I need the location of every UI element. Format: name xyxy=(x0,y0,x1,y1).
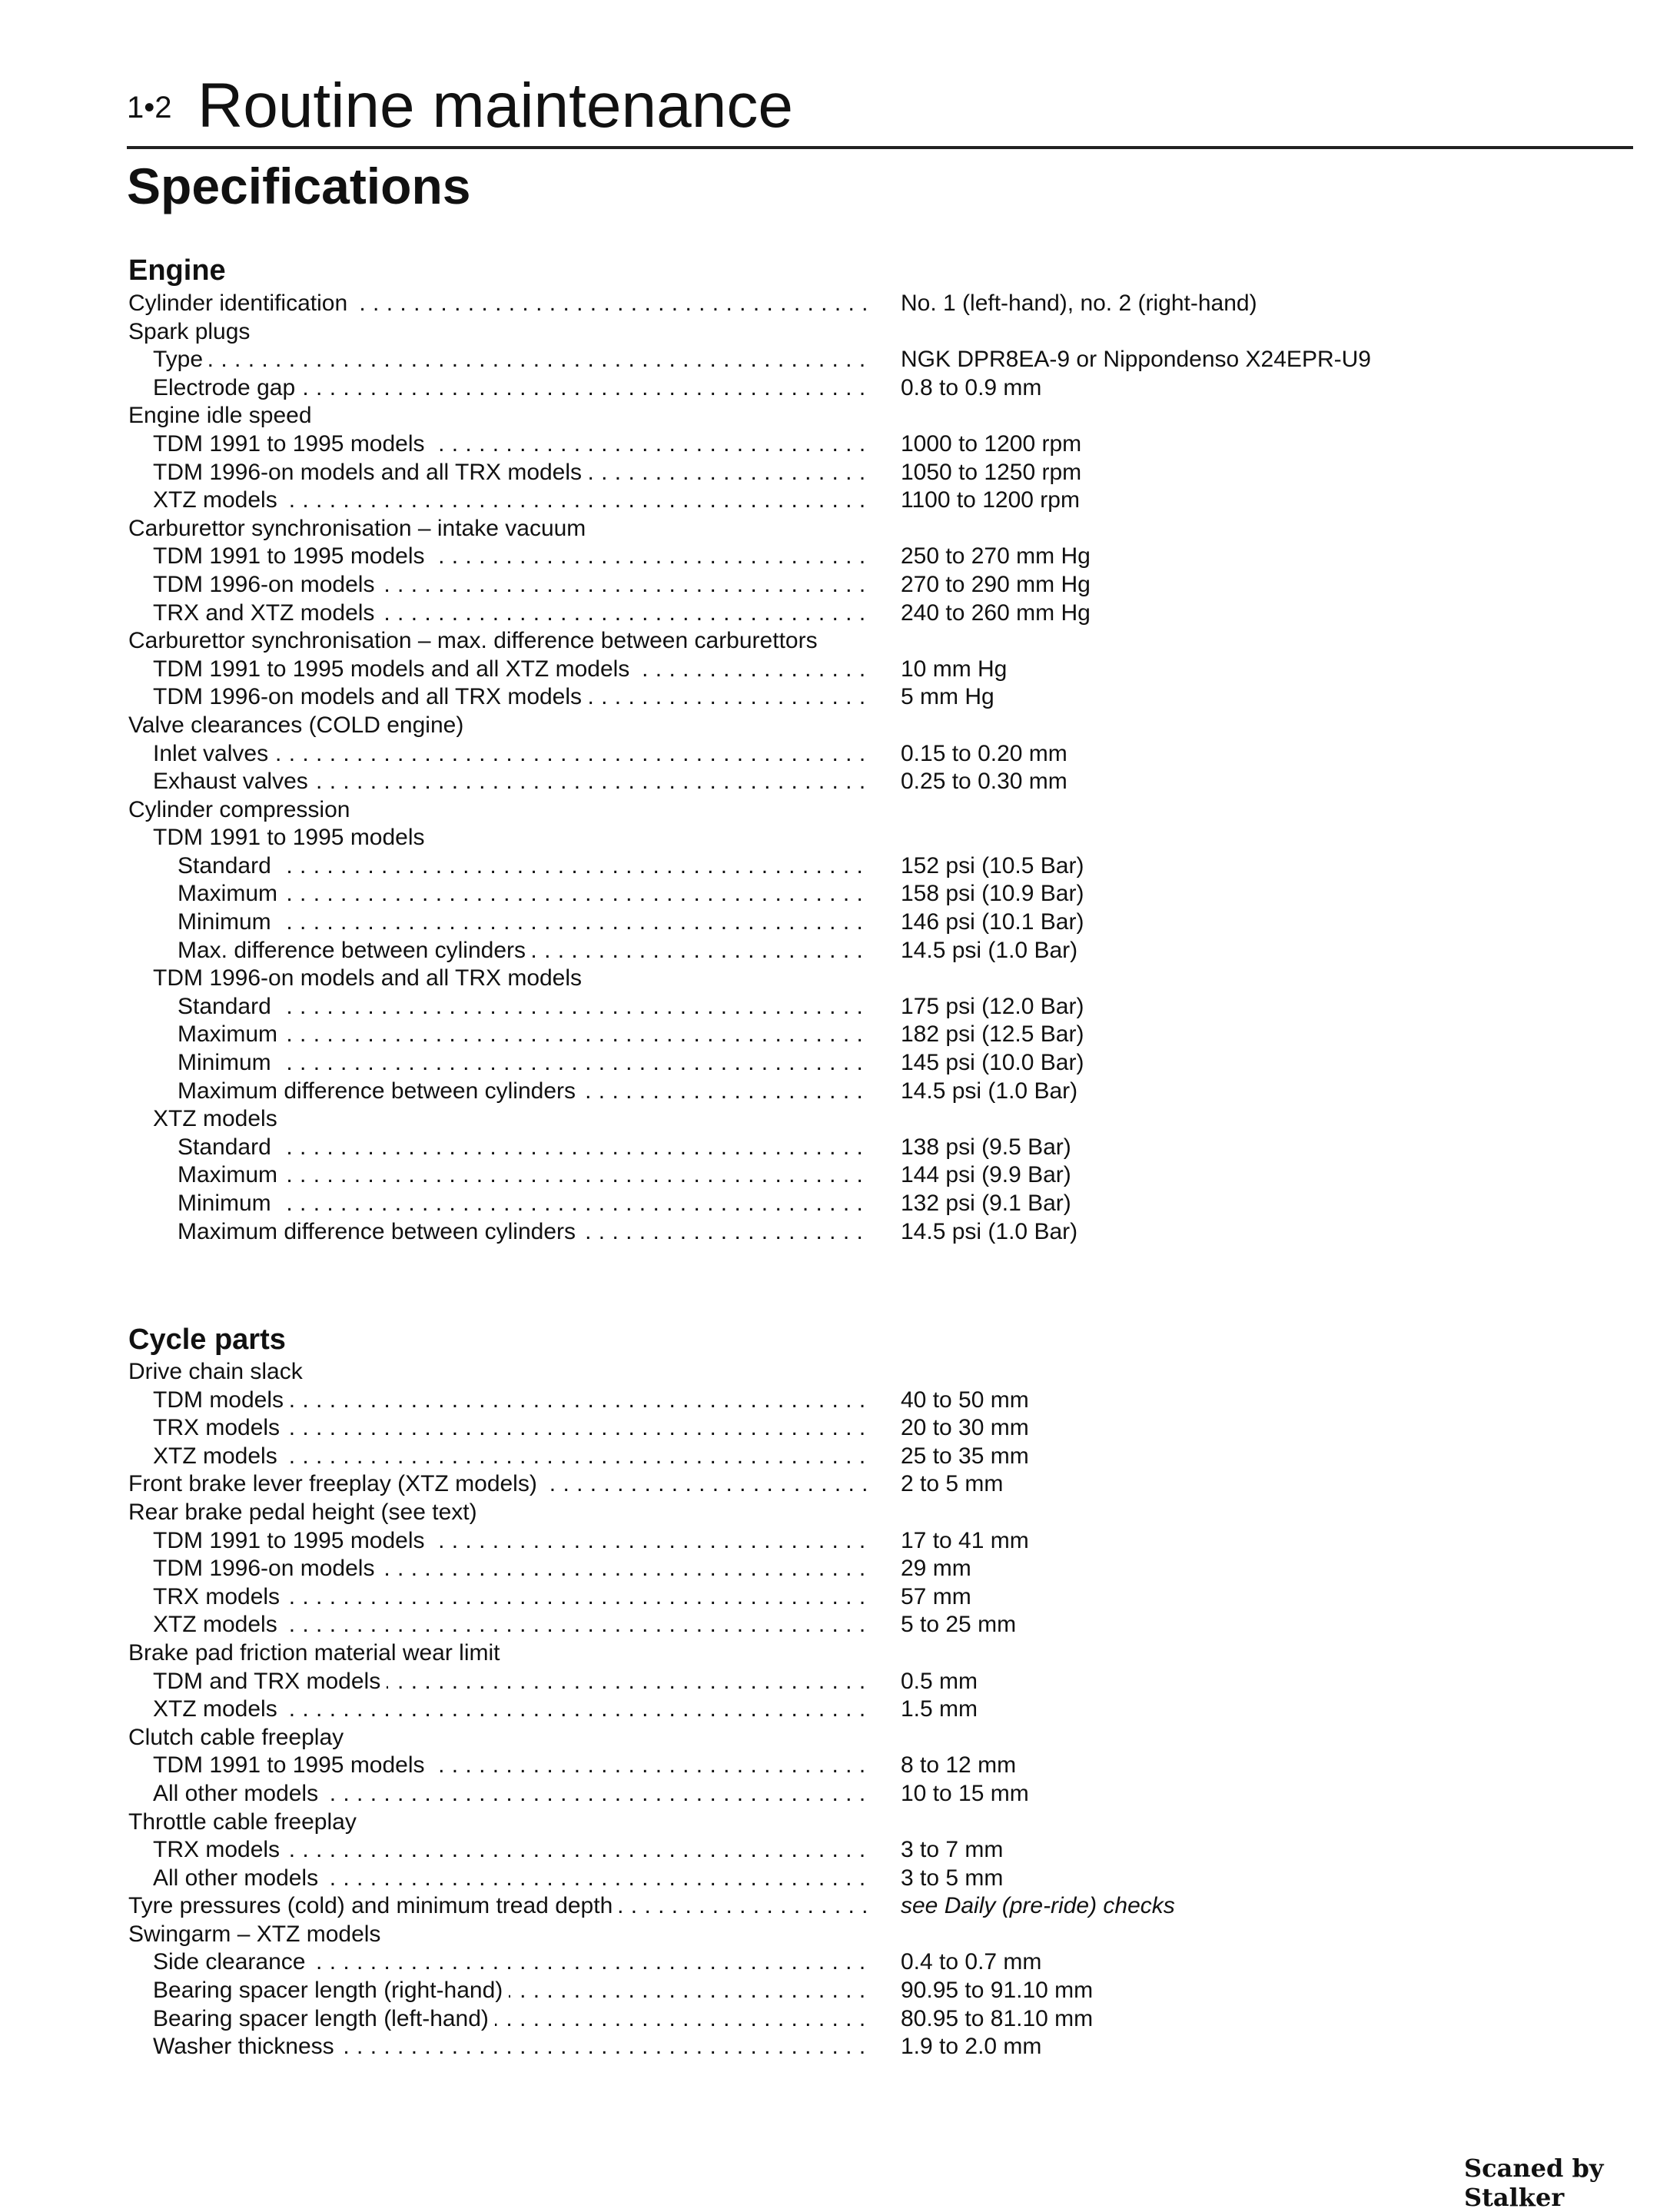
spec-label-cell xyxy=(153,1668,866,1696)
spec-label: Front brake lever freeplay (XTZ models) xyxy=(128,1471,543,1496)
spec-label: TDM 1991 to 1995 models and all XTZ models xyxy=(153,656,636,682)
spec-value: 5 mm Hg xyxy=(901,684,994,710)
spec-label: Engine idle speed xyxy=(128,403,318,428)
spec-row xyxy=(128,1499,1512,1527)
spec-label-cell xyxy=(128,1808,866,1837)
spec-label: Rear brake pedal height (see text) xyxy=(128,1500,483,1525)
spec-row xyxy=(128,1414,1512,1443)
spec-value: 90.95 to 91.10 mm xyxy=(901,1978,1094,2004)
spec-value: 17 to 41 mm xyxy=(901,1527,1029,1553)
spec-label: TDM 1996-on models xyxy=(153,572,380,597)
cycle-parts-heading: Cycle parts xyxy=(128,1324,286,1356)
spec-label-cell xyxy=(178,1078,866,1106)
spec-row xyxy=(128,1808,1512,1837)
spec-value: 5 to 25 mm xyxy=(901,1612,1017,1638)
spec-label: XTZ models xyxy=(153,1106,284,1131)
spec-label: XTZ models xyxy=(153,1443,284,1469)
spec-label: All other models xyxy=(153,1865,324,1891)
spec-label: Maximum difference between cylinders xyxy=(178,1078,582,1104)
spec-row xyxy=(128,993,1512,1021)
spec-label: Maximum xyxy=(178,1162,284,1187)
spec-label-cell xyxy=(128,627,866,656)
spec-row xyxy=(128,599,1512,628)
spec-label: Side clearance xyxy=(153,1949,311,1975)
spec-row xyxy=(128,852,1512,881)
spec-label: XTZ models xyxy=(153,487,284,513)
spec-label-cell xyxy=(153,824,866,852)
spec-label: TDM 1996-on models xyxy=(153,1556,380,1581)
spec-row xyxy=(128,712,1512,740)
spec-label-cell xyxy=(153,740,866,769)
spec-label: Spark plugs xyxy=(128,319,256,344)
spec-row xyxy=(128,740,1512,769)
spec-row xyxy=(128,768,1512,796)
spec-label: All other models xyxy=(153,1781,324,1806)
spec-label: TRX models xyxy=(153,1415,286,1440)
spec-value: NGK DPR8EA-9 or Nippondenso X24EPR-U9 xyxy=(901,347,1371,373)
spec-row xyxy=(128,1836,1512,1865)
spec-row xyxy=(128,1105,1512,1134)
spec-row xyxy=(128,824,1512,852)
spec-label: Throttle cable freeplay xyxy=(128,1809,363,1835)
spec-label: Clutch cable freeplay xyxy=(128,1725,350,1750)
page-number: 1•2 xyxy=(127,91,172,125)
spec-label-cell xyxy=(153,1443,866,1471)
spec-row xyxy=(128,1527,1512,1556)
spec-label-cell xyxy=(153,683,866,712)
spec-label-cell xyxy=(153,1836,866,1865)
spec-row xyxy=(128,1443,1512,1471)
spec-value: 0.5 mm xyxy=(901,1668,978,1694)
spec-value: 152 psi (10.5 Bar) xyxy=(901,852,1084,878)
spec-row xyxy=(128,290,1512,318)
spec-row xyxy=(128,459,1512,487)
spec-row xyxy=(128,1049,1512,1078)
spec-row xyxy=(128,627,1512,656)
spec-row xyxy=(128,487,1512,515)
spec-label: Inlet valves xyxy=(153,741,274,766)
spec-label-cell xyxy=(128,290,866,318)
spec-label-cell xyxy=(178,880,866,908)
spec-row xyxy=(128,1892,1512,1921)
spec-label-cell xyxy=(153,768,866,796)
spec-value: 80.95 to 81.10 mm xyxy=(901,2005,1094,2031)
spec-value: 138 psi (9.5 Bar) xyxy=(901,1134,1071,1160)
scan-credit: Scaned by Stalker xyxy=(1464,2154,1604,2212)
spec-label: Valve clearances (COLD engine) xyxy=(128,712,470,738)
spec-value: 144 psi (9.9 Bar) xyxy=(901,1162,1071,1188)
spec-label-cell xyxy=(178,908,866,937)
spec-row xyxy=(128,1161,1512,1190)
spec-label: Max. difference between cylinders xyxy=(178,938,532,963)
spec-label-cell xyxy=(153,346,866,374)
spec-label-cell xyxy=(128,712,866,740)
spec-label-cell xyxy=(153,459,866,487)
spec-label-cell xyxy=(153,571,866,599)
spec-row xyxy=(128,1752,1512,1780)
spec-label-cell xyxy=(153,599,866,628)
spec-label-cell xyxy=(153,656,866,684)
spec-value: 132 psi (9.1 Bar) xyxy=(901,1191,1071,1216)
spec-label: Standard xyxy=(178,853,277,878)
spec-row xyxy=(128,346,1512,374)
spec-row xyxy=(128,402,1512,430)
spec-row xyxy=(128,1134,1512,1162)
spec-label-cell xyxy=(178,993,866,1021)
spec-label-cell xyxy=(153,2005,866,2034)
spec-label: Electrode gap xyxy=(153,375,301,400)
spec-value: No. 1 (left-hand), no. 2 (right-hand) xyxy=(901,291,1257,316)
spec-row xyxy=(128,571,1512,599)
spec-value: 14.5 psi (1.0 Bar) xyxy=(901,937,1078,963)
spec-row xyxy=(128,1921,1512,1949)
spec-value: 2 to 5 mm xyxy=(901,1471,1004,1497)
spec-value: 0.25 to 0.30 mm xyxy=(901,769,1067,795)
spec-value: 20 to 30 mm xyxy=(901,1415,1029,1441)
spec-row xyxy=(128,1668,1512,1696)
spec-label-cell xyxy=(178,937,866,965)
spec-value: 1100 to 1200 rpm xyxy=(901,487,1080,513)
spec-row xyxy=(128,1358,1512,1387)
spec-value: 1.5 mm xyxy=(901,1696,978,1722)
spec-row xyxy=(128,1977,1512,2005)
engine-heading: Engine xyxy=(128,254,226,287)
spec-label: Maximum xyxy=(178,881,284,906)
spec-value: 29 mm xyxy=(901,1556,971,1582)
spec-row xyxy=(128,937,1512,965)
spec-label-cell xyxy=(153,2033,866,2061)
spec-label-cell xyxy=(178,1134,866,1162)
spec-value: 270 to 290 mm Hg xyxy=(901,571,1091,597)
spec-value: 57 mm xyxy=(901,1583,971,1609)
spec-label-cell xyxy=(178,852,866,881)
spec-label: Exhaust valves xyxy=(153,769,314,794)
spec-label-cell xyxy=(153,1696,866,1724)
page-title: Specifications xyxy=(127,158,471,214)
spec-value: 10 mm Hg xyxy=(901,656,1008,682)
spec-row xyxy=(128,374,1512,403)
spec-label: Minimum xyxy=(178,909,277,935)
spec-value: 182 psi (12.5 Bar) xyxy=(901,1021,1084,1048)
spec-label-cell xyxy=(178,1161,866,1190)
spec-label-cell xyxy=(178,1218,866,1247)
spec-label-cell xyxy=(128,1499,866,1527)
spec-row xyxy=(128,880,1512,908)
spec-label-cell xyxy=(128,1358,866,1387)
spec-label-cell xyxy=(153,1780,866,1808)
spec-label: XTZ models xyxy=(153,1612,284,1637)
spec-label-cell xyxy=(128,318,866,347)
spec-label-cell xyxy=(153,1583,866,1612)
spec-label-cell xyxy=(128,1470,866,1499)
spec-label-cell xyxy=(153,1948,866,1977)
spec-value: 240 to 260 mm Hg xyxy=(901,599,1091,626)
spec-label: Drive chain slack xyxy=(128,1359,309,1384)
spec-label: Carburettor synchronisation – intake vacuum xyxy=(128,516,592,541)
spec-value: 25 to 35 mm xyxy=(901,1443,1029,1469)
spec-label: Maximum difference between cylinders xyxy=(178,1219,582,1244)
spec-value: 40 to 50 mm xyxy=(901,1387,1029,1413)
spec-label: TDM 1991 to 1995 models xyxy=(153,1752,431,1778)
spec-label: TDM 1991 to 1995 models xyxy=(153,1528,431,1553)
spec-label: TDM 1996-on models and all TRX models xyxy=(153,965,588,991)
spec-value: 175 psi (12.0 Bar) xyxy=(901,993,1084,1019)
spec-value: 146 psi (10.1 Bar) xyxy=(901,909,1084,935)
spec-value: 3 to 7 mm xyxy=(901,1837,1004,1863)
spec-label-cell xyxy=(128,402,866,430)
spec-label: Cylinder identification xyxy=(128,291,354,316)
spec-row xyxy=(128,1948,1512,1977)
spec-row xyxy=(128,1583,1512,1612)
spec-label-cell xyxy=(153,1105,866,1134)
spec-row xyxy=(128,796,1512,825)
spec-row xyxy=(128,543,1512,571)
spec-value: 145 psi (10.0 Bar) xyxy=(901,1050,1084,1076)
spec-label: TDM models xyxy=(153,1387,290,1413)
spec-label: Swingarm – XTZ models xyxy=(128,1921,387,1947)
spec-label: TRX models xyxy=(153,1837,286,1862)
spec-row xyxy=(128,1611,1512,1639)
spec-label-cell xyxy=(128,796,866,825)
spec-row xyxy=(128,683,1512,712)
spec-label-cell xyxy=(153,965,866,993)
spec-label: Cylinder compression xyxy=(128,797,356,822)
spec-row xyxy=(128,2005,1512,2034)
spec-label-cell xyxy=(128,1921,866,1949)
spec-value: 10 to 15 mm xyxy=(901,1780,1029,1806)
spec-label-cell xyxy=(128,515,866,543)
spec-label-cell xyxy=(153,1555,866,1583)
spec-label-cell xyxy=(128,1724,866,1752)
spec-row xyxy=(128,1190,1512,1218)
spec-row xyxy=(128,1780,1512,1808)
spec-label: Standard xyxy=(178,994,277,1019)
spec-label: Brake pad friction material wear limit xyxy=(128,1640,506,1666)
spec-value: 1.9 to 2.0 mm xyxy=(901,2034,1042,2060)
spec-label-cell xyxy=(153,1752,866,1780)
spec-label-cell xyxy=(153,543,866,571)
spec-label: TDM 1996-on models and all TRX models xyxy=(153,460,588,485)
spec-label-cell xyxy=(178,1049,866,1078)
spec-value: see Daily (pre-ride) checks xyxy=(901,1893,1175,1919)
spec-label: TRX models xyxy=(153,1584,286,1609)
spec-value: 14.5 psi (1.0 Bar) xyxy=(901,1078,1078,1104)
section-title: Routine maintenance xyxy=(198,71,793,141)
spec-label-cell xyxy=(128,1892,866,1921)
spec-row xyxy=(128,1696,1512,1724)
spec-value: 14.5 psi (1.0 Bar) xyxy=(901,1218,1078,1244)
engine-spec-list xyxy=(128,290,1512,1246)
spec-label: Carburettor synchronisation – max. difference between carburettors xyxy=(128,628,824,653)
spec-label-cell xyxy=(153,1414,866,1443)
spec-value: 0.8 to 0.9 mm xyxy=(901,374,1042,400)
spec-label: TDM 1991 to 1995 models xyxy=(153,431,431,457)
spec-value: 0.15 to 0.20 mm xyxy=(901,740,1067,766)
spec-value: 1000 to 1200 rpm xyxy=(901,430,1082,457)
spec-row xyxy=(128,1865,1512,1893)
spec-row xyxy=(128,1078,1512,1106)
spec-value: 158 psi (10.9 Bar) xyxy=(901,881,1084,907)
spec-row xyxy=(128,656,1512,684)
spec-value: 1050 to 1250 rpm xyxy=(901,459,1082,485)
cycle-parts-spec-list xyxy=(128,1358,1512,2061)
spec-label: Type xyxy=(153,347,209,372)
spec-label-cell xyxy=(153,1611,866,1639)
spec-row xyxy=(128,1387,1512,1415)
spec-row xyxy=(128,515,1512,543)
spec-label-cell xyxy=(153,1387,866,1415)
spec-value: 3 to 5 mm xyxy=(901,1865,1004,1891)
spec-label: TRX and XTZ models xyxy=(153,600,380,626)
spec-label: TDM 1991 to 1995 models xyxy=(153,543,431,569)
spec-value: 8 to 12 mm xyxy=(901,1752,1017,1779)
spec-label: TDM and TRX models xyxy=(153,1669,387,1694)
spec-label-cell xyxy=(153,1527,866,1556)
page-header xyxy=(127,61,1633,149)
spec-label: Minimum xyxy=(178,1191,277,1216)
spec-row xyxy=(128,1021,1512,1049)
spec-label: TDM 1996-on models and all TRX models xyxy=(153,684,588,709)
spec-label: Bearing spacer length (right-hand) xyxy=(153,1978,509,2003)
spec-label-cell xyxy=(128,1639,866,1668)
spec-label: Washer thickness xyxy=(153,2034,340,2059)
spec-label: Maximum xyxy=(178,1021,284,1047)
spec-label-cell xyxy=(178,1021,866,1049)
spec-label: TDM 1991 to 1995 models xyxy=(153,825,431,850)
spec-label: Bearing spacer length (left-hand) xyxy=(153,2006,495,2031)
spec-row xyxy=(128,430,1512,459)
spec-row xyxy=(128,1218,1512,1247)
spec-row xyxy=(128,1470,1512,1499)
spec-label-cell xyxy=(153,430,866,459)
spec-label: Minimum xyxy=(178,1050,277,1075)
spec-label: Standard xyxy=(178,1134,277,1160)
spec-row xyxy=(128,1555,1512,1583)
spec-label-cell xyxy=(153,1977,866,2005)
spec-value: 0.4 to 0.7 mm xyxy=(901,1949,1042,1975)
spec-row xyxy=(128,1639,1512,1668)
spec-row xyxy=(128,1724,1512,1752)
spec-label-cell xyxy=(153,1865,866,1893)
spec-label: Tyre pressures (cold) and minimum tread depth xyxy=(128,1893,619,1918)
spec-row xyxy=(128,2033,1512,2061)
spec-label-cell xyxy=(153,487,866,515)
spec-value: 250 to 270 mm Hg xyxy=(901,543,1091,570)
spec-label-cell xyxy=(178,1190,866,1218)
spec-row xyxy=(128,965,1512,993)
spec-label-cell xyxy=(153,374,866,403)
spec-label: XTZ models xyxy=(153,1696,284,1722)
spec-row xyxy=(128,908,1512,937)
spec-row xyxy=(128,318,1512,347)
